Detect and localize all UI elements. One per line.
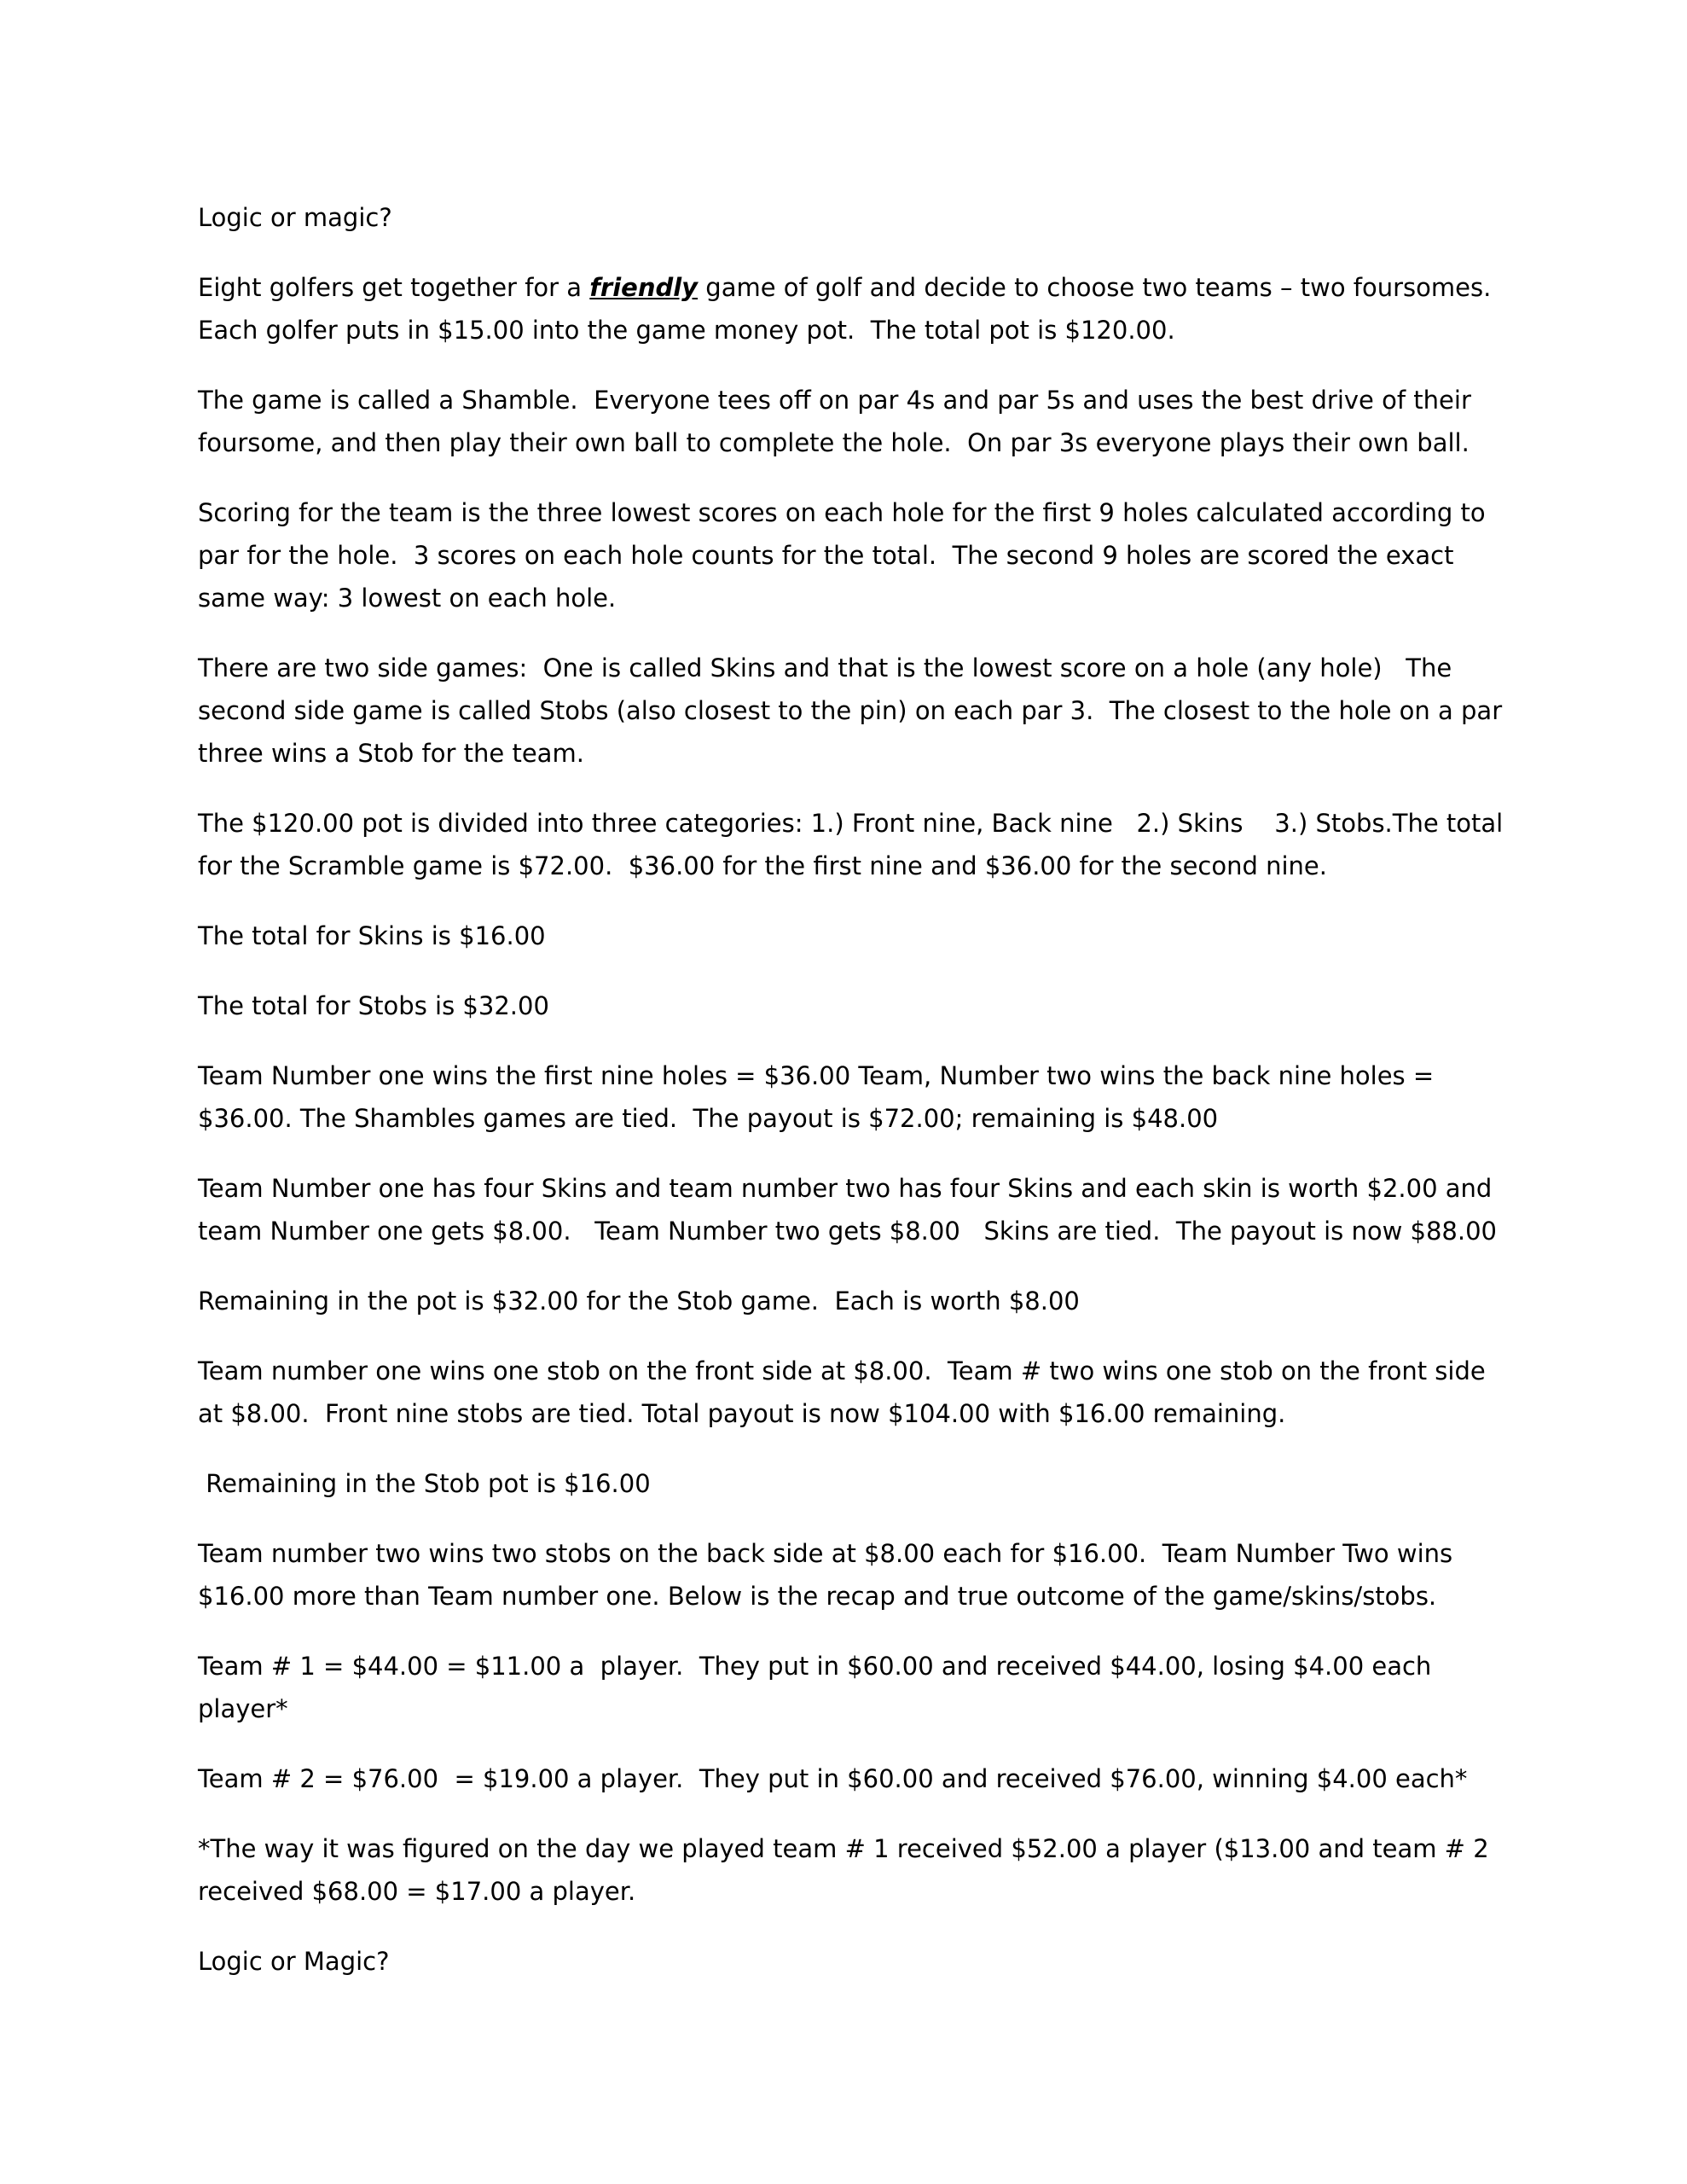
paragraph-front-stobs: Team number one wins one stob on the front side at $8.00. Team # two wins one stob on the front side at $8.00. Front nine stobs are tied. Total payout is now $104.00 with $16.00 remaining. bbox=[198, 1356, 1493, 1428]
paragraph-scoring: Scoring for the team is the three lowest scores on each hole for the first 9 holes calculated according to par for the hole. 3 scores on each hole counts for the total. The second 9 holes are scored the exact same way: 3 lowest on each hole. bbox=[198, 498, 1493, 613]
intro-text-end: game of golf and decide to choose two teams – two foursomes. Each golfer puts in $15.00 into the game money pot. The total pot is $120.00. bbox=[198, 273, 1499, 345]
paragraph-stob-pot: Remaining in the pot is $32.00 for the Stob game. Each is worth $8.00 bbox=[198, 1287, 1080, 1316]
paragraph-side-games: There are two side games: One is called Skins and that is the lowest score on a hole (any hole) The second side game is called Stobs (also closest to the pin) on each par 3. The closest to the hole on a par three wins a Stob for the team. bbox=[198, 653, 1510, 768]
paragraph-footnote: *The way it was figured on the day we played team # 1 received $52.00 a player ($13.00 and team # 2 received $68.00 = $17.00 a player. bbox=[198, 1834, 1497, 1906]
paragraph-back-stobs: Team number two wins two stobs on the back side at $8.00 each for $16.00. Team Number Two wins $16.00 more than Team number one. Below is the recap and true outcome of the game/skins/stobs. bbox=[198, 1539, 1461, 1611]
intro-text-start: Eight golfers get together for a bbox=[198, 273, 590, 302]
paragraph-skins-result: Team Number one has four Skins and team number two has four Skins and each skin is worth $2.00 and team Number one gets $8.00. Team Number two gets $8.00 Skins are tied. The payout is now $88.00 bbox=[198, 1174, 1500, 1246]
paragraph-pot-division: The $120.00 pot is divided into three categories: 1.) Front nine, Back nine 2.) Skins 3.) Stobs.The total for the Scramble game is $72.00. $36.00 for the first nine and $36.00 for the second nine. bbox=[198, 809, 1511, 880]
document-heading: Logic or magic? bbox=[198, 203, 392, 232]
document-closing: Logic or Magic? bbox=[198, 1947, 390, 1976]
emphasized-word: friendly bbox=[589, 273, 699, 302]
paragraph-shamble: The game is called a Shamble. Everyone tees off on par 4s and par 5s and uses the best drive of their foursome, and then play their own ball to complete the hole. On par 3s everyone plays their own ball. bbox=[198, 386, 1480, 457]
paragraph-team-one: Team # 1 = $44.00 = $11.00 a player. They put in $60.00 and received $44.00, losing $4.00 each player* bbox=[198, 1652, 1440, 1723]
paragraph-team-two: Team # 2 = $76.00 = $19.00 a player. They put in $60.00 and received $76.00, winning $4.00 each* bbox=[198, 1764, 1468, 1793]
paragraph-intro bbox=[198, 266, 1511, 351]
paragraph-skins-total: The total for Skins is $16.00 bbox=[198, 921, 546, 950]
paragraph-nines-result: Team Number one wins the first nine holes = $36.00 Team, Number two wins the back nine holes = $36.00. The Shambles games are tied. The payout is $72.00; remaining is $48.00 bbox=[198, 1061, 1442, 1133]
paragraph-stobs-total: The total for Stobs is $32.00 bbox=[198, 991, 549, 1020]
paragraph-stob-remaining: Remaining in the Stob pot is $16.00 bbox=[198, 1469, 651, 1498]
document-body bbox=[198, 196, 1511, 2010]
